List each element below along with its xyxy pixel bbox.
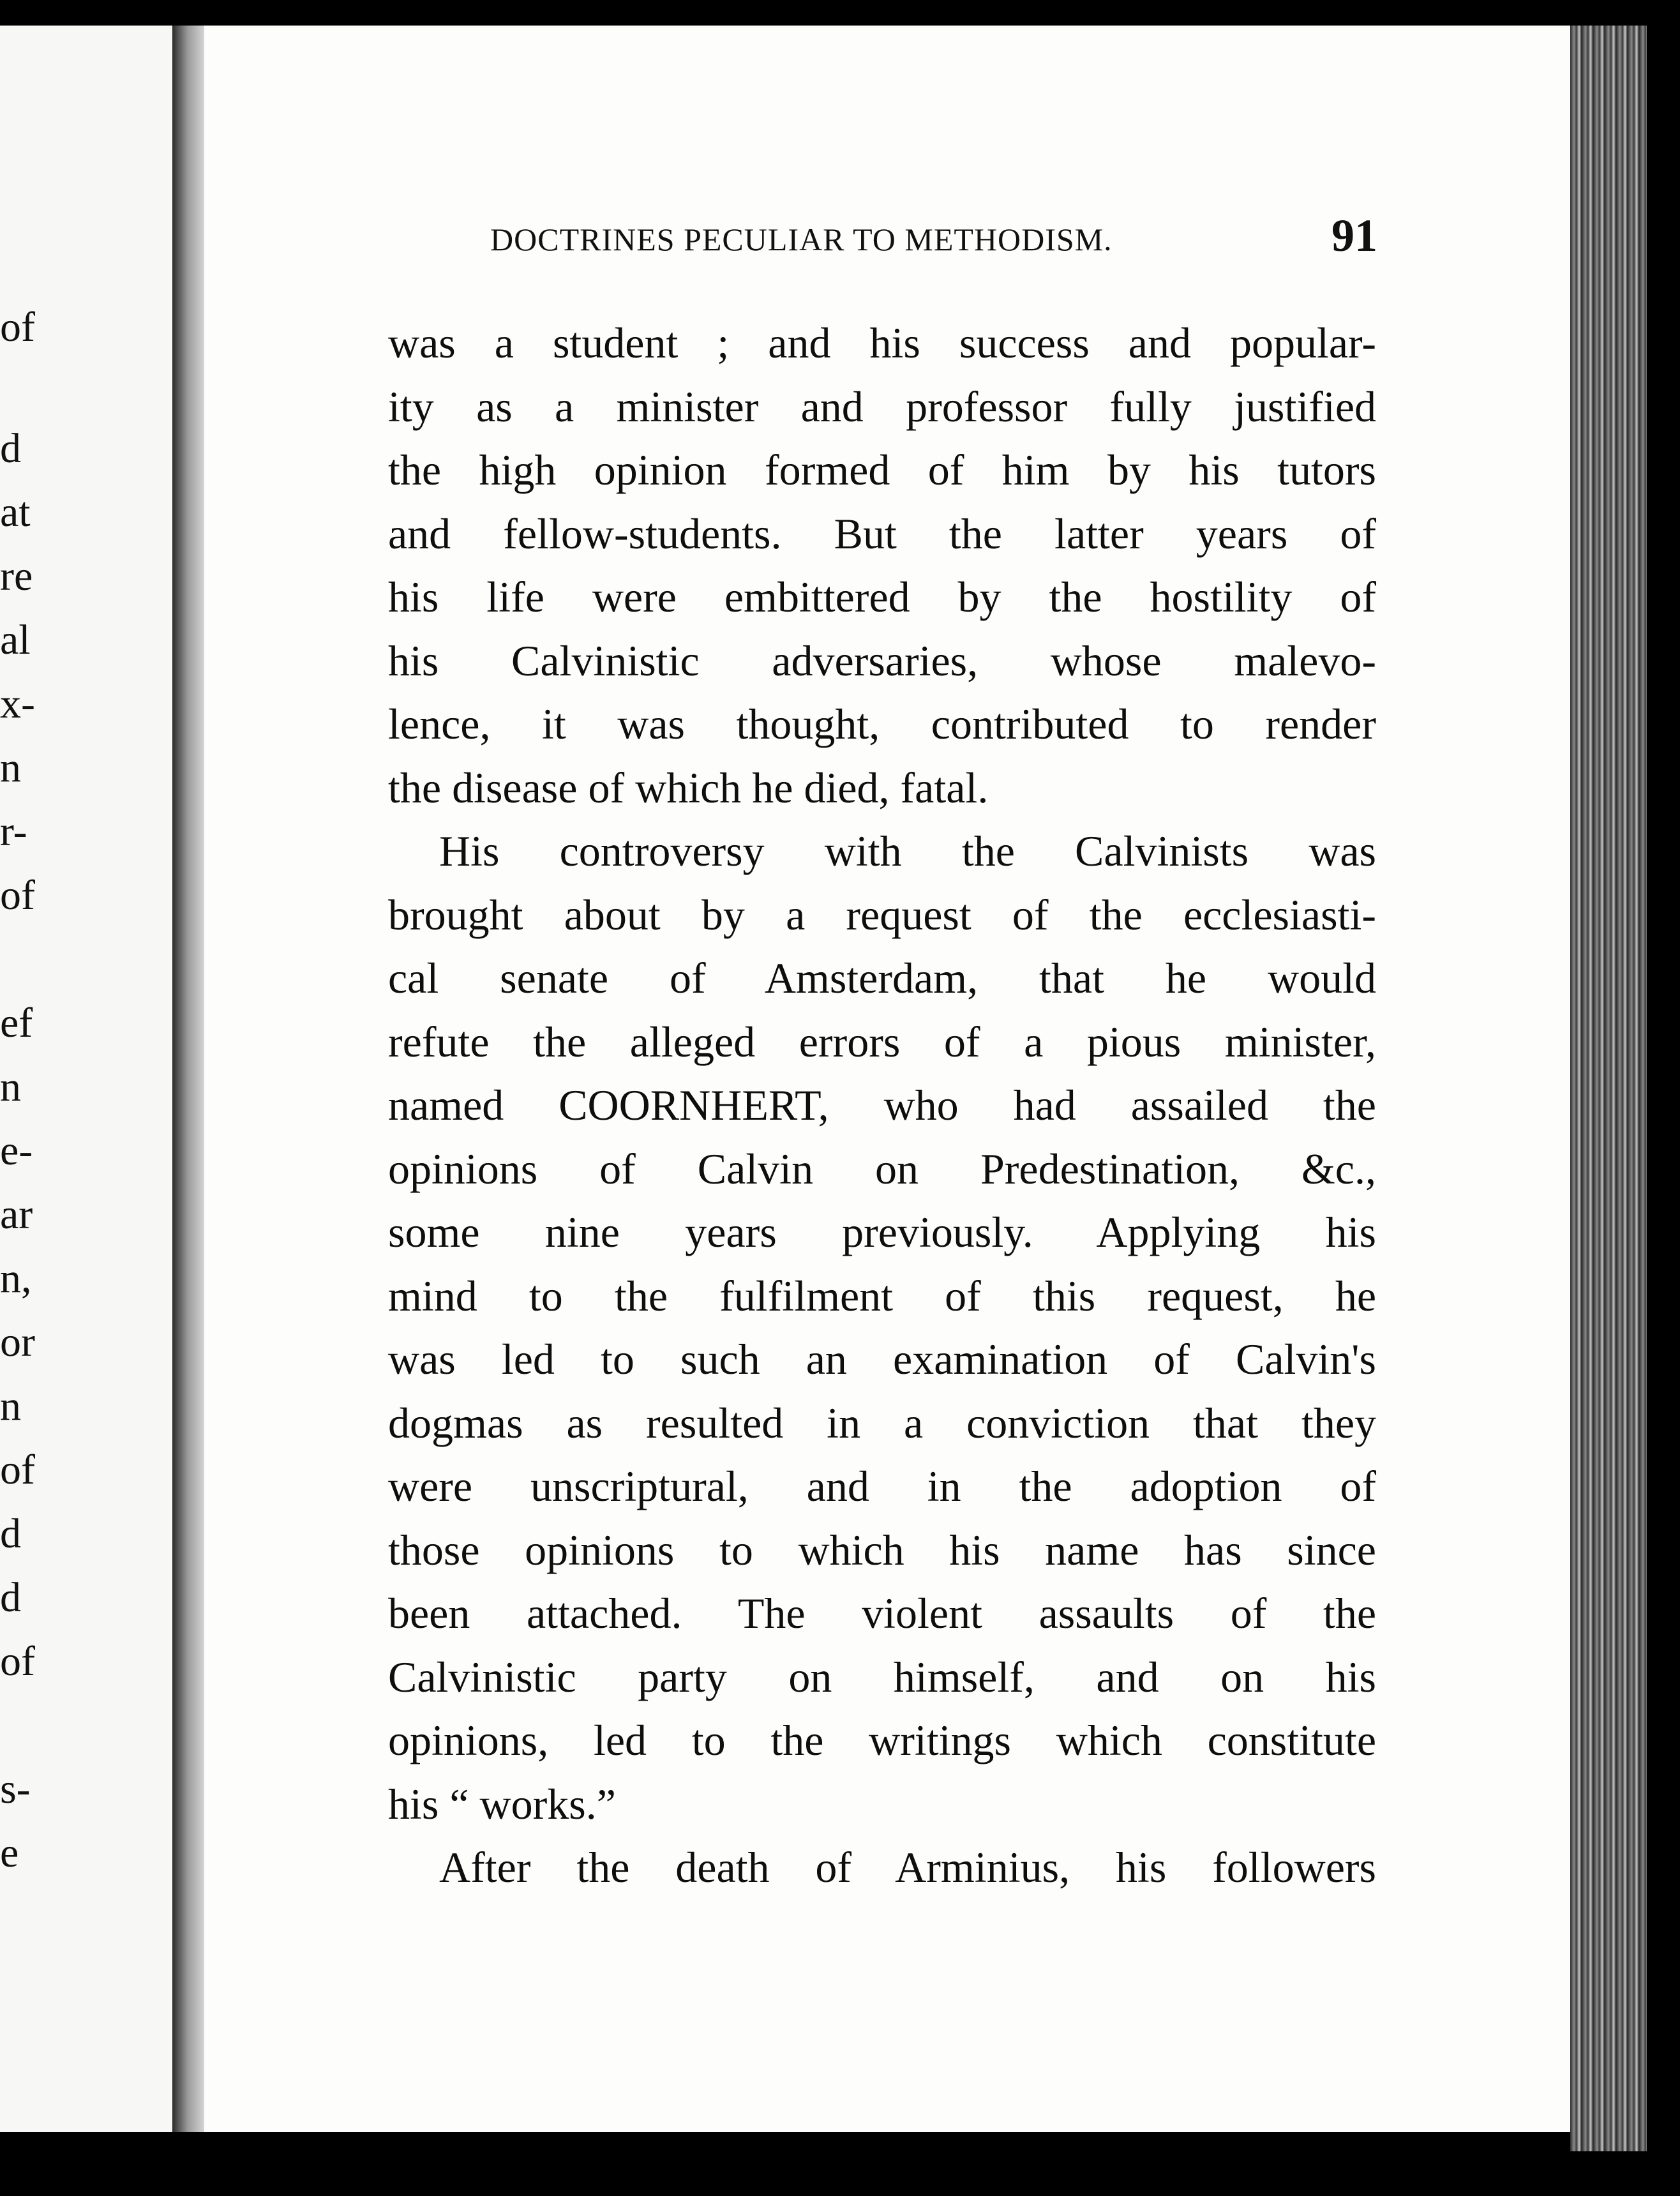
left-margin-fragment: at: [0, 489, 31, 536]
left-margin-fragment: of: [0, 1638, 35, 1685]
paragraph: [388, 312, 1376, 820]
text-line: were unscriptural, and in the adoption of: [388, 1462, 1376, 1510]
text-line: dogmas as resulted in a conviction that they: [388, 1398, 1376, 1447]
left-margin-fragment: d: [0, 1574, 21, 1621]
text-line: cal senate of Amsterdam, that he would: [388, 954, 1376, 1002]
left-margin-fragment: e-: [0, 1127, 33, 1174]
left-margin-fragment: s-: [0, 1766, 31, 1812]
text-line: His controversy with the Calvinists was: [439, 827, 1376, 875]
text-line: was a student ; and his success and popular-: [388, 319, 1376, 367]
text-line: Calvinistic party on himself, and on his: [388, 1652, 1376, 1701]
paragraph: [388, 820, 1376, 1836]
text-line: his “ works.”: [388, 1779, 616, 1828]
running-head: [286, 203, 1377, 267]
text-line: his Calvinistic adversaries, whose malevo-: [388, 636, 1376, 685]
text-line: brought about by a request of the ecclesiasti-: [388, 890, 1376, 939]
text-line: opinions, led to the writings which constitute: [388, 1716, 1376, 1764]
text-line: the disease of which he died, fatal.: [388, 763, 989, 812]
left-margin-fragment: r-: [0, 808, 27, 855]
left-margin-fragment: of: [0, 872, 35, 919]
left-margin-fragment: or: [0, 1319, 35, 1365]
text-line: ity as a minister and professor fully justified: [388, 382, 1376, 431]
left-margin-fragment: n: [0, 1383, 21, 1429]
left-margin-fragment: al: [0, 617, 31, 663]
left-margin-fragment: x-: [0, 681, 35, 727]
left-margin-fragment: d: [0, 1510, 21, 1557]
left-margin-fragment: of: [0, 304, 35, 350]
running-title: DOCTRINES PECULIAR TO METHODISM.: [490, 222, 1113, 257]
left-margin-fragment: re: [0, 553, 33, 599]
text-line: some nine years previously. Applying his: [388, 1208, 1376, 1256]
text-line: refute the alleged errors of a pious minister,: [388, 1017, 1376, 1066]
text-line: named COORNHERT, who had assailed the: [388, 1081, 1376, 1129]
left-margin-fragment: ef: [0, 1000, 33, 1046]
left-margin-fragment: e: [0, 1830, 19, 1876]
previous-page-fragment: [0, 26, 176, 2132]
text-line: the high opinion formed of him by his tutors: [388, 446, 1376, 494]
left-margin-fragment: n: [0, 744, 21, 791]
left-margin-fragment: d: [0, 425, 21, 472]
left-margin-fragment: n,: [0, 1255, 32, 1302]
left-margin-fragment: of: [0, 1447, 35, 1493]
text-line: lence, it was thought, contributed to render: [388, 700, 1376, 748]
text-line: After the death of Arminius, his followers: [439, 1843, 1376, 1891]
body-text: [388, 312, 1376, 1900]
text-line: mind to the fulfilment of this request, he: [388, 1271, 1376, 1320]
left-margin-fragment: ar: [0, 1191, 33, 1238]
left-margin-fragment: n: [0, 1064, 21, 1110]
text-line: opinions of Calvin on Predestination, &c.,: [388, 1144, 1376, 1193]
page-number: 91: [1331, 210, 1377, 261]
text-line: those opinions to which his name has since: [388, 1525, 1376, 1574]
text-line: and fellow-students. But the latter years of: [388, 509, 1376, 558]
text-line: his life were embittered by the hostility of: [388, 573, 1376, 621]
text-line: was led to such an examination of Calvin's: [388, 1335, 1376, 1383]
paragraph: [388, 1836, 1376, 1900]
page-edges: [1570, 26, 1647, 2151]
text-line: been attached. The violent assaults of the: [388, 1589, 1376, 1637]
